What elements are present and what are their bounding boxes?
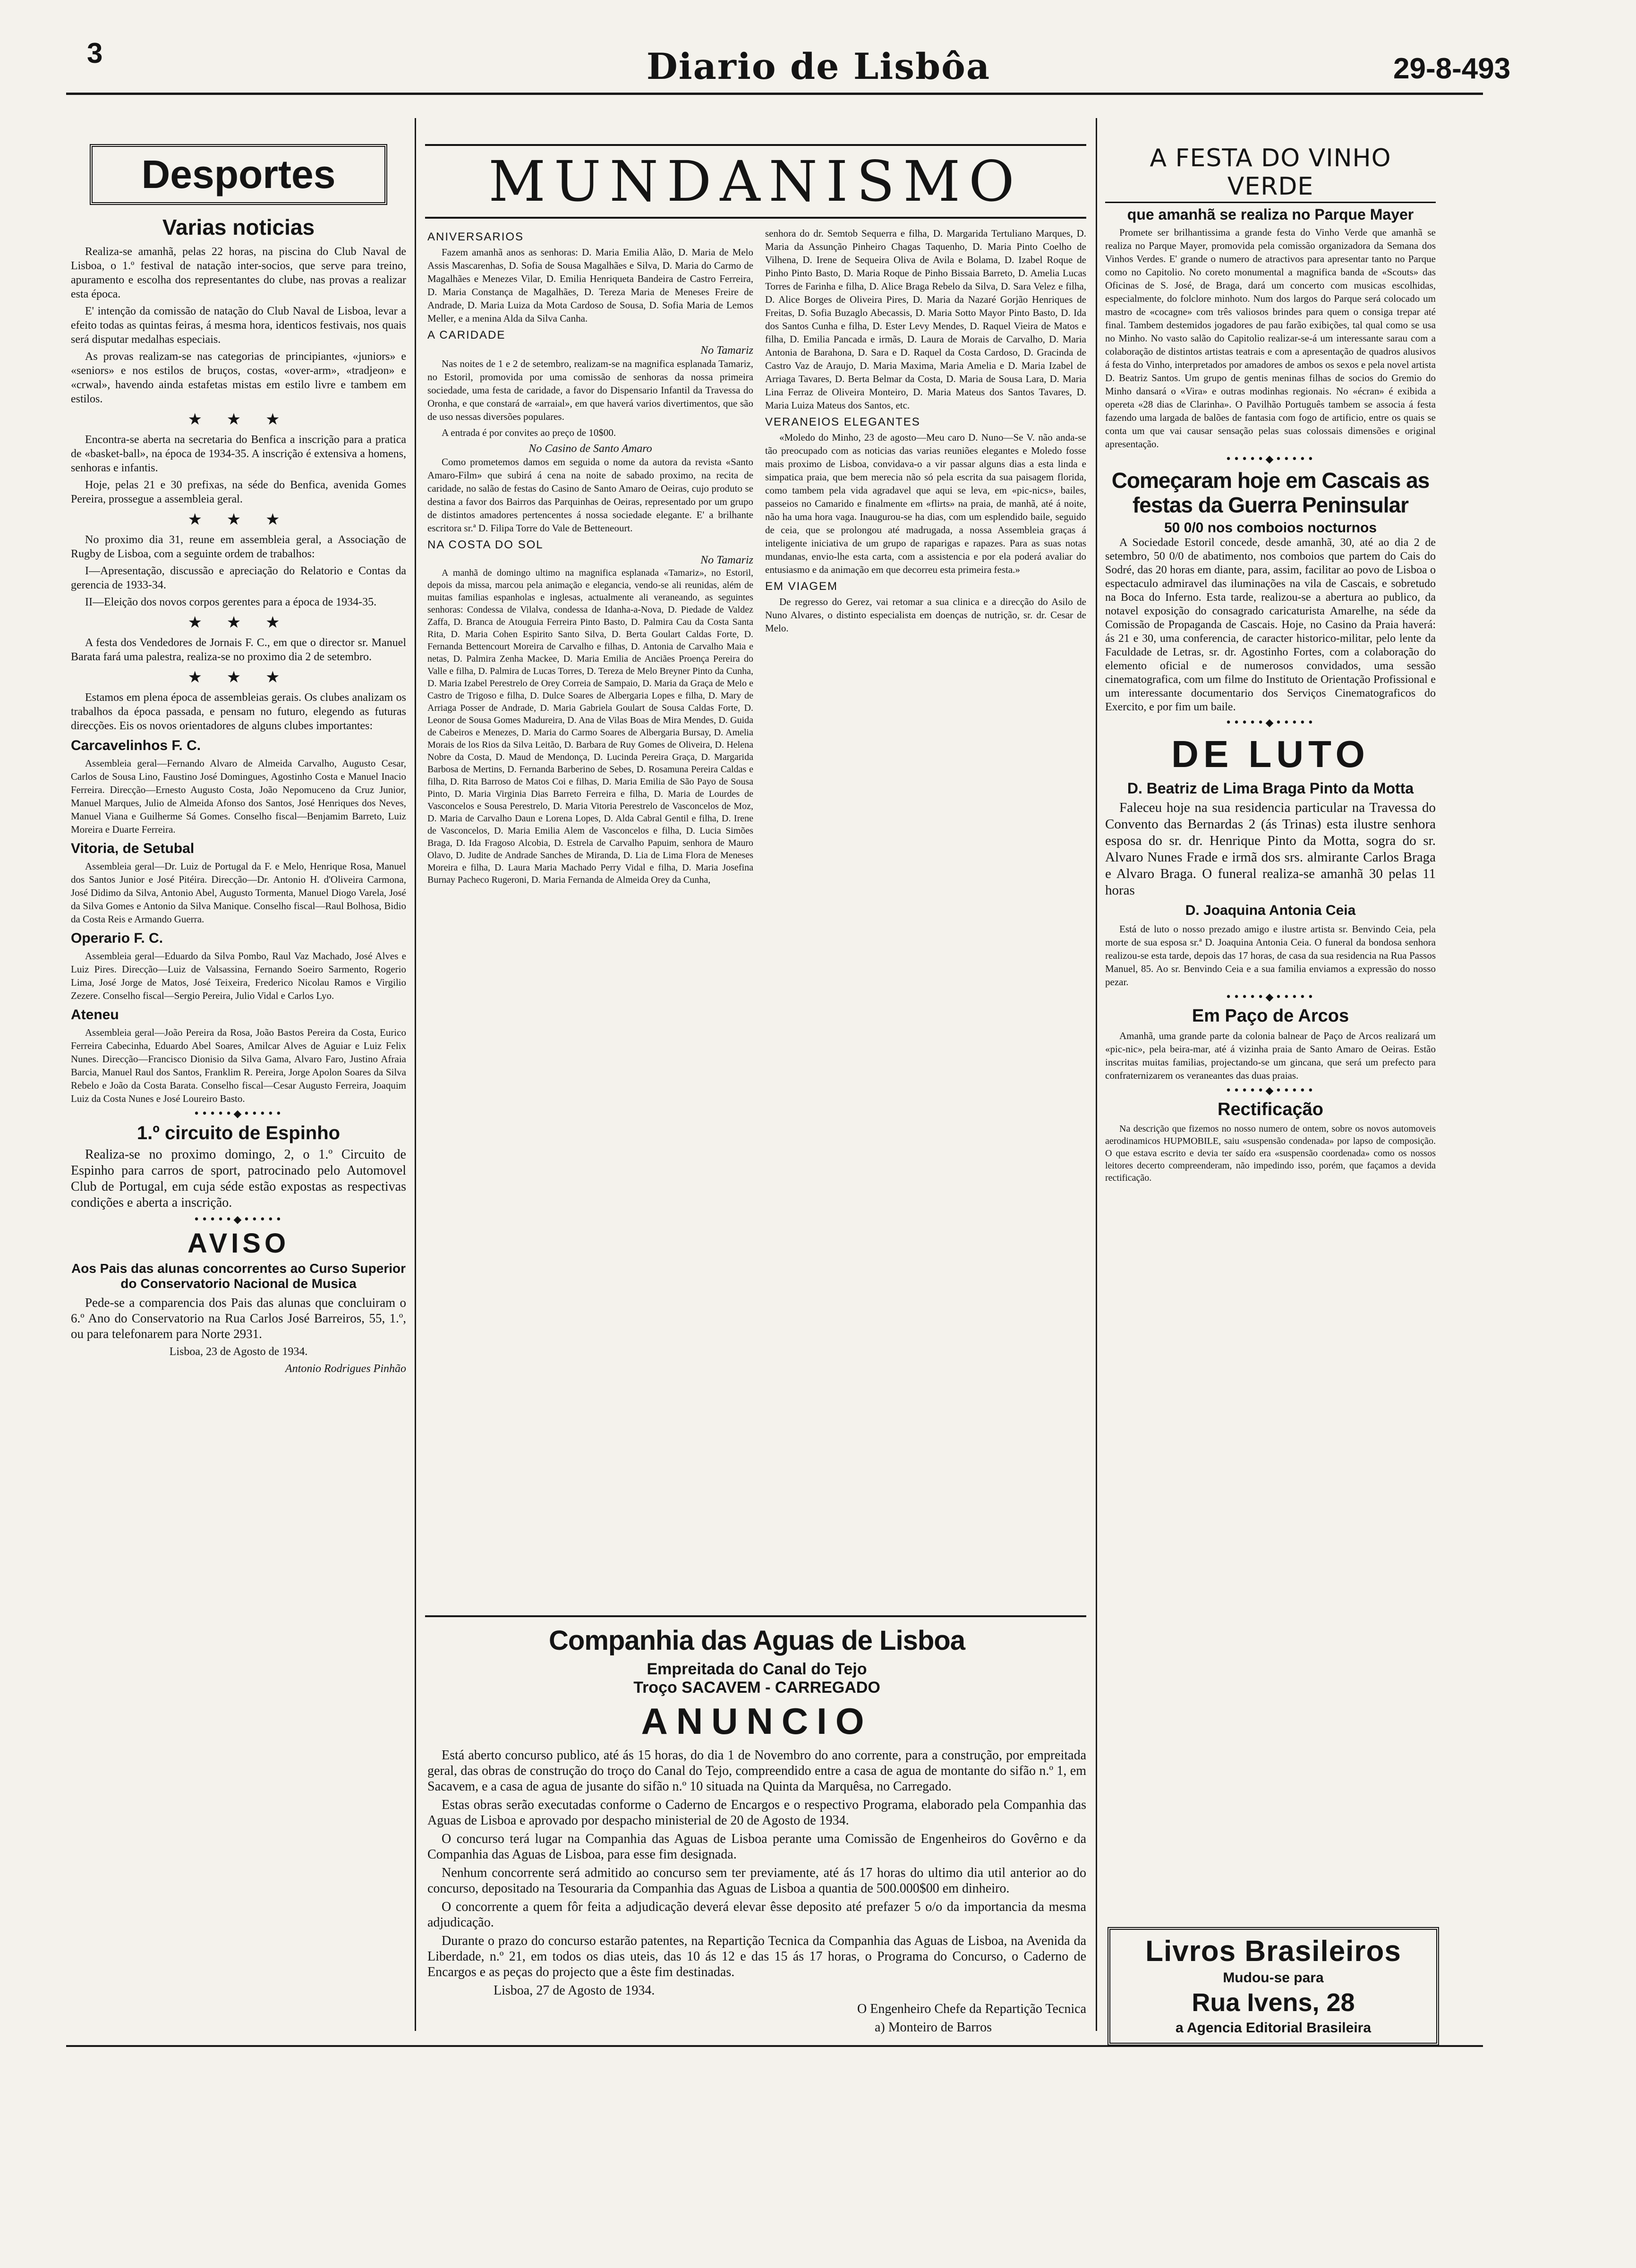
subhead-em-viagem: EM VIAGEM <box>765 580 838 593</box>
subheadline: que amanhã se realiza no Parque Mayer <box>1127 206 1414 223</box>
paragraph: II—Eleição dos novos corpos gerentes para a época de 1934-35. <box>85 596 377 608</box>
paragraph: As provas realizam-se nas categorias de principiantes, «juniors» e «seniors» e nos estilos de bruços, costas, «over-arm», «tradjeon» e «crwal», havendo ainda estafetas mistas em estilo livre e tambem em estilos. <box>71 350 406 405</box>
paragraph: O concurso terá lugar na Companhia das Aguas de Lisboa perante uma Comissão de Engenheiros do Govêrno e da Companhia das Aguas de Lisboa, para esse fim designada. <box>427 1832 1086 1862</box>
masthead-title: Diario de Lisbôa <box>646 45 991 87</box>
ad-address: Rua Ivens, 28 <box>1192 1988 1355 2017</box>
subheadline: 50 0/0 nos comboios nocturnos <box>1164 520 1377 536</box>
mundanismo-column-b <box>765 227 1086 638</box>
paragraph: Nas noites de 1 e 2 de setembro, realizam-se na magnifica esplanada Tamariz, no Estoril, promovida por uma comissão de senhoras da nossa primeira sociedade, uma festa de caridade, a favor do Dispensario Infantil da Travessa do Oronha, e que constará de «arraial», em que haverá varios divertimentos, que são de uso nessas diversões populares. <box>427 358 753 422</box>
paragraph: I—Apresentação, discussão e apreciação do Relatorio e Contas da gerencia de 1933-34. <box>71 565 406 591</box>
headline-espinho: 1.º circuito de Espinho <box>136 1123 341 1143</box>
ad-title: Livros Brasileiros <box>1145 1935 1401 1968</box>
paragraph: «Moledo do Minho, 23 de agosto—Meu caro D. Nuno—Se V. não anda-se tão preocupado com as noticias das varias reuniões elegantes e Moledo fosse mais proximo de Lisboa, convidava-o a vir passar alguns dias a esta linda e simpatica praia, que bem merecia não só pela escrita da sua paisagem florida, como tambem pela vida agradavel que aqui se leva, em «pic-nics», bailes, passeios no Camarido e finalmente em «flirts» na praia, de manhã, até á noite, não ha uma hora vaga. Inaugurou-se ha dias, com um esplendido baile, seguido de ceia, que se prolongou até madrugada, a nossa Assembleia graças á inteligente iniciativa de um grupo de raparigas e rapazes. Para as suas notas mundanas, envio-lhe esta carta, com a assistencia e por ela poderá avaliar do entusiasmo e da animação em que decorreu esta primeira festa.» <box>765 432 1086 575</box>
desportes-column <box>71 144 406 1379</box>
ornament-divider: •••••◆••••• <box>193 1108 284 1120</box>
place-caption: No Tamariz <box>700 344 753 357</box>
paragraph: Fazem amanhã anos as senhoras: D. Maria Emilia Alão, D. Maria de Melo Assis Mascarenhas, D. Sofia de Sousa Magalhães e Silva, D. Maria do Carmo de Magalhães e Menezes Vilar, D. Emilia Henriqueta Bandeira de Castro Ferreira, D. Maria Constança de Magalhães, D. Tereza Maria de Meneses Freire de Andrade, D. Maria Luiza da Mota Cardoso de Sousa, D. Sofia Maria de Lemos Meller, e a menina Alda da Silva Canha. <box>427 247 753 324</box>
ad-text: Mudou-se para <box>1223 1970 1324 1986</box>
place-caption: No Casino de Santo Amaro <box>528 443 652 455</box>
club-name: Carcavelinhos F. C. <box>71 738 201 753</box>
paragraph: A entrada é por convites ao preço de 10$00. <box>442 427 616 438</box>
ad-signature: O Engenheiro Chefe da Repartição Tecnica <box>857 2002 1086 2016</box>
paragraph: No proximo dia 31, reune em assembleia geral, a Associação de Rugby de Lisboa, com a seguinte ordem de trabalhos: <box>71 534 406 560</box>
paragraph: Hoje, pelas 21 e 30 prefixas, na séde do Benfica, avenida Gomes Pereira, prossegue a assembleia geral. <box>71 479 406 505</box>
right-column <box>1105 144 1436 1187</box>
column-separator <box>415 118 416 2031</box>
paragraph: Como prometemos damos em seguida o nome da autora da revista «Santo Amaro-Film» que subirá á cena na noite de sabado proximo, na recita de caridade, no salão de festas do Casino de Santo Amaro de Oeiras, cujo produto se destina a favor dos Bairros das Parquinhas de Oeiras, representado por um grupo de distintos amadores pertencentes á nossa sociedade elegante. E' a brilhante escritora sr.ª D. Filipa Torre do Vale de Betteneourt. <box>427 456 753 534</box>
paragraph: A Sociedade Estoril concede, desde amanhã, 30, até ao dia 2 de setembro, 50 0/0 de abatimento, nos comboios que partem do Cais do Sodré, das 20 horas em diante, para, assim, facilitar ao povo de Lisboa o espectaculo admiravel das iluminações na vila de Cascais, e sobretudo na Boca do Inferno. Esta tarde, realizou-se a abertura ao publico, da notavel exposição do consagrado caricaturista Amarelhe, na séde da Comissão de Propaganda de Cascais. Hoje, no Casino da Praia haverá: ás 21 e 30, uma conferencia, de caracter historico-militar, pelo lente da Faculdade de Letras, sr. dr. Agostinho Fortes, com a colaboração do elemento oficial e de numerosos convidados, uma sessão cinematografica, com um filme do Instituto de Orientação Profissional e um interessante documentario dos Serviços Cinematograficos do Exercito, e por fim um baile. <box>1105 537 1436 713</box>
ornament-divider: •••••◆••••• <box>1225 1085 1316 1097</box>
livros-brasileiros-ad <box>1108 1927 1439 2046</box>
issue-date: 29-8-493 <box>1393 52 1511 85</box>
ad-signature: a) Monteiro de Barros <box>874 2020 992 2035</box>
paragraph: Pede-se a comparencia dos Pais das alunas que concluiram o 6.º Ano do Conservatorio na Rua Carlos José Barreiros, 55, 1.º, ou para telefonarem para Norte 2931. <box>71 1296 406 1341</box>
headline-vinho-verde: A FESTA DO VINHO VERDE <box>1105 144 1436 203</box>
paragraph: O concorrente a quem fôr feita a adjudicação deverá elevar êsse deposito até prefazer 5 o/o da importancia da mesma adjudicação. <box>427 1900 1086 1930</box>
ornament-divider: •••••◆••••• <box>1225 453 1316 465</box>
aguas-announcement <box>427 1625 1086 2038</box>
ad-date: Lisboa, 27 de Agosto de 1934. <box>494 1983 655 1998</box>
stars-separator: ★ ★ ★ <box>187 668 290 687</box>
column-separator <box>1096 118 1097 2031</box>
ad-subtitle: Troço SACAVEM - CARREGADO <box>633 1679 880 1697</box>
club-text: Assembleia geral—João Pereira da Rosa, João Bastos Pereira da Costa, Eurico Ferreira Cabecinha, Eduardo Abel Soares, Amilcar Alves de Aguiar e Luiz Felix Nunes. Direcção—Francisco Dionisio da Silva Gama, Alvaro Faro, Justino Afraia Barcia, Manuel Raul dos Santos, Franklim R. Pereira, Jorge Apolon Soares da Silva Rebelo e João da Costa Barata. Conselho fiscal—Cesar Augusto Ferreira, Joaquim Luiz da Costa Nunes e José Loureiro Basto. <box>71 1027 406 1104</box>
subhead-veraneios: VERANEIOS ELEGANTES <box>765 416 920 428</box>
paragraph: A manhã de domingo ultimo na magnifica esplanada «Tamariz», no Estoril, depois da missa, marcou pela animação e elegancia, vendo-se ali reunidas, além de muitas familias espanholas e inglesas, actualmente ali veraneando, as seguintes senhoras: Condessa de Vilalva, condessa de Idanha-a-Nova, D. Piedade de Valdez Zaffa, D. Branca de Atouguia Ferreira Pinto Basto, D. Palmira Cau da Costa Santa Rita, D. Maria Cohen Espirito Santo Silva, D. Berta Goulart Caldas Forte, D. Fernanda Bettencourt Moreira de Carvalho e filhas, D. Antonia de Carvalho Maia e netas, D. Palmira Zenha Mackee, D. Maria Emilia de Anciães Proença Pereira do Valle e filha, D. Palmira de Lucas Torres, D. Tereza de Melo Breyner Pinto da Cunha, D. Maria Izabel Perestrelo de Orey Correia de Sampaio, D. Maria da Graça de Melo e Castro de Trigoso e filha, D. Dulce Soares de Albergaria Lopes e filha, D. Mary de Arriaga Posser de Andrade, D. Maria Gabriela Goulart de Sousa Caldas Forte, D. Leonor de Sousa Gomes Madureira, D. Ana de Vilas Boas de Mira Mendes, D. Guida de Cabeiros e Menezes, D. Maria do Carmo Soares de Albergaria Bursay, D. Amelia Morais de los Rios da Silva Leitão, D. Barbara de Ruy Gomes de Oliveira, D. Helena Nobre da Costa, D. Maud de Mendonça, D. Lucinda Pereira Graça, D. Margarida Barbosa de Mertins, D. Fernanda Barberino de Sebes, D. Rosamuna Pereira Caldas e filha, D. Rita Barroso de Matos Coi e filhas, D. Maria Emilia de São Payo de Sousa Pinto, D. Maria Virginia Dias Barreto Ferreira e filha, D. Maria de Lourdes de Vasconcelos e Sousa Perestrelo, D. Maria Vitoria Perestrelo de Vasconcelos de Moz, D. Maria de Carvalho Daun e Lorena Lopes, D. Alda Cabral Gentil e filha, D. Irene de Vasconcelos, D. Maria Emilia Alem de Vasconcelos e filha, D. Lucia Simões Braga, D. Ida Fragoso Alcobia, D. Estrela de Carvalho Papuim, senhora de Mauro Olavo, D. Judite de Andrade Sanches de Miranda, D. Lia de Lima Flora de Meneses Moreira e filha, D. Laura Maria Machado Perry Vidal e filha, D. Maria Josefina Burnay Pacheco Rugeroni, D. Maria Fernanda de Almeida Orey da Cunha, <box>427 568 753 885</box>
paragraph: Estamos em plena época de assembleias gerais. Os clubes analizam os trabalhos da época passada, e pensam no futuro, elegendo as futuras direcções. Eis os novos orientadores de alguns clubes importantes: <box>71 691 406 732</box>
club-name: Operario F. C. <box>71 930 163 946</box>
paragraph: Está aberto concurso publico, até ás 15 horas, do dia 1 de Novembro do ano corrente, para a construção, por empreitada geral, das obras de construção do troço do Canal do Tejo, compreendido entre a casa de agua de montante do sifão n.º 1, em Sacavem, e a casa de agua de jusante do sifão n.º 10 situada na Quinta da Marquêsa, no Carregado. <box>427 1748 1086 1794</box>
subhead-aniversarios: ANIVERSARIOS <box>427 230 524 243</box>
paragraph: Amanhã, uma grande parte da colonia balnear de Paço de Arcos realizará um «pic-nic», pela beira-mar, até á vizinha praia de Santo Amaro de Oeiras. Estão inscritas muitas familias, projectando-se um gincana, que será um prefecto para confraternizarem os veraneantes das duas praias. <box>1105 1030 1436 1081</box>
header-rule <box>66 93 1483 95</box>
paragraph: Encontra-se aberta na secretaria do Benfica a inscrição para a pratica de «basket-ball», na época de 1934-35. A inscrição é extensiva a homens, senhoras e infantis. <box>71 434 406 474</box>
club-text: Assembleia geral—Eduardo da Silva Pombo, Raul Vaz Machado, José Alves e Luiz Pires. Direcção—Luiz de Valsassina, Fernando Soeiro Sarmento, Rogerio Lima, José Jorge de Matos, José Teixeira, Frederico Nicolau Ramos e Virgilio Zezere. Conselho fiscal—Sergio Pereira, Julio Vidal e Carlos Lyo. <box>71 950 406 1001</box>
headline-cascais: Começaram hoje em Cascais as festas da Guerra Peninsular <box>1111 468 1430 517</box>
headline-de-luto: DE LUTO <box>1171 733 1370 775</box>
headline-rectificacao: Rectificação <box>1218 1100 1323 1119</box>
paragraph: Está de luto o nosso prezado amigo e ilustre artista sr. Benvindo Ceia, pela morte de sua esposa sr.ª D. Joaquina Antonia Ceia. O funeral da bondosa senhora realizou-se esta tarde, depois das 17 horas, de casa da sua residencia na Rua Passos Manuel, 85. Ao sr. Benvindo Ceia e a sua familia enviamos a expressão do nosso pezar. <box>1105 923 1436 988</box>
ornament-divider: •••••◆••••• <box>1225 991 1316 1003</box>
deceased-name: D. Beatriz de Lima Braga Pinto da Motta <box>1127 780 1414 797</box>
paragraph: Estas obras serão executadas conforme o Caderno de Encargos e o respectivo Programa, elaborado pela Companhia das Aguas de Lisboa e aprovado por despacho ministerial de 20 de Agosto de 1934. <box>427 1798 1086 1828</box>
subhead-costa-do-sol: NA COSTA DO SOL <box>427 538 544 551</box>
paragraph: Promete ser brilhantissima a grande festa do Vinho Verde que amanhã se realiza no Parque Mayer, promovida pela comissão organizadora da Semana dos Vinhos Verdes. E' grande o numero de atractivos para apresentar tanto no Parque como no Capitolio. No coreto monumental a magnifica banda de «Scouts» das Oficinas de S. José, de Braga, dará um concerto com musicas escolhidas, especialmente, do folclore minhoto. Num dos largos do Parque será colocado um mastro de «cocagne» com três valiosos brindes para quem o consiga trepar até final. Tambem destemidos jogadores de pau farão exibições, tal qual como se usa no Minho. No vasto salão do Capitolio realizar-se-á um interessante sarau com a colaboração de distintos artistas teatrais e com a apresentação de quadros alusivos á festa do Vinho, interpretados por amadores de ambos os sexos e pela novel artista D. Beatriz Santos. Um grupo de gentis meninas filhas de socios do Gremio do Minho dansará o «Vira» e outras modinhas regionais. No «écran» é exibida a opereta «28 dias de Clarinha». O Pavilhão Português tambem se associa á festa fazendo uma largada de balões de fantasia com fogo de artificio, entre os quais se conta um que vai causar sensação pelas suas colossais dimensões e original apresentação. <box>1105 227 1436 450</box>
aviso-subtitle: Aos Pais das alunas concorrentes ao Curso Superior do Conservatorio Nacional de Musica <box>71 1261 406 1291</box>
place-caption: No Tamariz <box>700 554 753 566</box>
paragraph: Realiza-se amanhã, pelas 22 horas, na piscina do Club Naval de Lisboa, o 1.º festival de natação inter-socios, que serve para treino, apuramento e escolha dos representantes do clube, nas provas a realizar esta época. <box>71 246 406 300</box>
aviso-date: Lisboa, 23 de Agosto de 1934. <box>169 1346 308 1358</box>
anuncio-title: ANUNCIO <box>641 1700 873 1742</box>
footer-rule <box>66 2045 1483 2047</box>
paragraph: E' intenção da comissão de natação do Club Naval de Lisboa, levar a efeito todas as quintas feiras, á mesma hora, identicos festivais, nos quais será disputar medalhas especiais. <box>71 305 406 346</box>
subhead-caridade: A CARIDADE <box>427 329 506 341</box>
headline-aviso: AVISO <box>187 1228 290 1259</box>
paragraph: De regresso do Gerez, vai retomar a sua clinica e a direcção do Asilo de Nuno Alvares, o distinto especialista em doenças de nutrição, sr. dr. Cesar de Melo. <box>765 596 1086 634</box>
ad-rule <box>425 1615 1086 1617</box>
section-title-mundanismo: MUNDANISMO <box>425 144 1086 219</box>
paragraph: Na descrição que fizemos no nosso numero de ontem, sobre os novos automoveis aerodinamicos HUPMOBILE, saiu «suspensão condenada» por lapso de composição. O que estava escrito e devia ter saído era «suspensão coordenada» como os nossos leitores decerto compreenderam, não impedindo isso, porém, que façamos a devida rectificação. <box>1105 1124 1436 1183</box>
ad-subtitle: Empreitada do Canal do Tejo <box>647 1660 867 1678</box>
stars-separator: ★ ★ ★ <box>187 510 290 529</box>
paragraph: Durante o prazo do concurso estarão patentes, na Repartição Tecnica da Companhia das Aguas de Lisboa, na Avenida da Liberdade, n.º 21, em todos os dias uteis, das 10 ás 12 e das 15 ás 17 horas, o Programa do Concurso, o Caderno de Encargos e as peças do projecto que a êste fim destinadas. <box>427 1934 1086 1979</box>
paragraph: Nenhum concorrente será admitido ao concurso sem ter previamente, até ás 17 horas do ultimo dia util anterior ao do concurso, depositado na Tesouraria da Companhia das Aguas de Lisboa a quantia de 500.000$00 em dinheiro. <box>427 1866 1086 1896</box>
paragraph: A festa dos Vendedores de Jornais F. C., em que o director sr. Manuel Barata fará uma palestra, realiza-se no proximo dia 2 de setembro. <box>71 637 406 663</box>
aviso-signature: Antonio Rodrigues Pinhão <box>285 1363 406 1375</box>
ad-agency: a Agencia Editorial Brasileira <box>1175 2020 1372 2036</box>
headline-varias-noticias: Varias noticias <box>162 215 315 239</box>
paragraph: Faleceu hoje na sua residencia particular na Travessa do Convento das Bernardas 2 (ás Trinas) esta ilustre senhora esposa do sr. dr. Henrique Pinto da Motta, sogra do sr. Alvaro Nunes Frade e irmã dos srs. almirante Carlos Braga e Alvaro Braga. O funeral realiza-se amanhã 30 pelas 11 horas <box>1105 800 1436 898</box>
stars-separator: ★ ★ ★ <box>187 410 290 429</box>
ornament-divider: •••••◆••••• <box>1225 717 1316 729</box>
stars-separator: ★ ★ ★ <box>187 613 290 632</box>
paragraph: Realiza-se no proximo domingo, 2, o 1.º Circuito de Espinho para carros de sport, patrocinado pelo Automovel Club de Portugal, em cuja séde estão expostas as respectivas condições e aberta a inscrição. <box>71 1147 406 1210</box>
club-name: Vitoria, de Setubal <box>71 841 195 856</box>
deceased-name: D. Joaquina Antonia Ceia <box>1185 903 1356 918</box>
club-text: Assembleia geral—Fernando Alvaro de Almeida Carvalho, Augusto Cesar, Carlos de Sousa Lino, Faustino José Domingues, Agostinho Costa e Manuel Inacio Ferreira. Direcção—Ernesto Augusto Costa, João Nepomuceno da Cruz Junior, Manuel Marques, Julio de Almeida Afonso dos Santos, José Henriques dos Neves, Manuel Viana e Guilherme Sá Gomes. Conselho fiscal—Benjamim Barreto, Luiz Moreira e Duarte Ferreira. <box>71 758 406 835</box>
mundanismo-column-a <box>427 227 753 889</box>
ornament-divider: •••••◆••••• <box>193 1214 284 1226</box>
club-name: Ateneu <box>71 1007 119 1023</box>
club-text: Assembleia geral—Dr. Luiz de Portugal da F. e Melo, Henrique Rosa, Manuel dos Santos Junior e José Pitéira. Direcção—Dr. Antonio H. d'Oliveira Carmona, José Didimo da Silva, Antonio Abel, Augusto Tormenta, Manuel Diogo Varela, José da Silva Gomes e Antonio da Silva Manique. Conselho fiscal—Raul Bolhosa, Bidio da Costa Reis e Armando Guerra. <box>71 861 406 925</box>
section-title-desportes: Desportes <box>90 144 387 205</box>
page-number: 3 <box>87 37 103 69</box>
company-name: Companhia das Aguas de Lisboa <box>549 1625 965 1656</box>
headline-paco-de-arcos: Em Paço de Arcos <box>1192 1006 1349 1026</box>
paragraph: senhora do dr. Semtob Sequerra e filha, D. Margarida Tertuliano Marques, D. Maria da Assunção Pinheiro Chagas Taquenho, D. Maria Pinto Coelho de Vilhena, D. Irene de Sequeira Oliva de Avila e Bolama, D. Izabel Roque de Pinho Pinto Basto, D. Maria Roque de Pinho Bissaia Barreto, D. Amelia Lucas Torres de Farinha e filha, D. Alice Braga Rebelo da Silva, D. Sara Velez e filha, D. Alice Borges de Oliveira Pires, D. Maria da Nazaré Gorjão Henriques de Freitas, D. Sofia Buzaglo Abecassis, D. Maria Sotto Mayor Pinto Basto, D. Ida dos Santos Cunha e filha, D. Ester Levy Mendes, D. Raquel Vieira de Matos e filha, D. Emilia Pancada e irmãs, D. Laura de Morais de Carvalho, D. Maria Antonia de Barahona, D. Sara e D. Raquel da Costa Cardoso, D. Gracinda de Castro Vaz de Araujo, D. Maria Maxima, Maria Amelia e D. Maria Izabel de Arriaga Tavares, D. Berta Belmar da Costa, D. Maria de Sousa Lara, D. Maria Lina Ferraz de Oliveira Monteiro, D. Maria Mateus dos Santos Tavares, D. Maria Luiza Mateus dos Santos, etc. <box>765 228 1086 411</box>
